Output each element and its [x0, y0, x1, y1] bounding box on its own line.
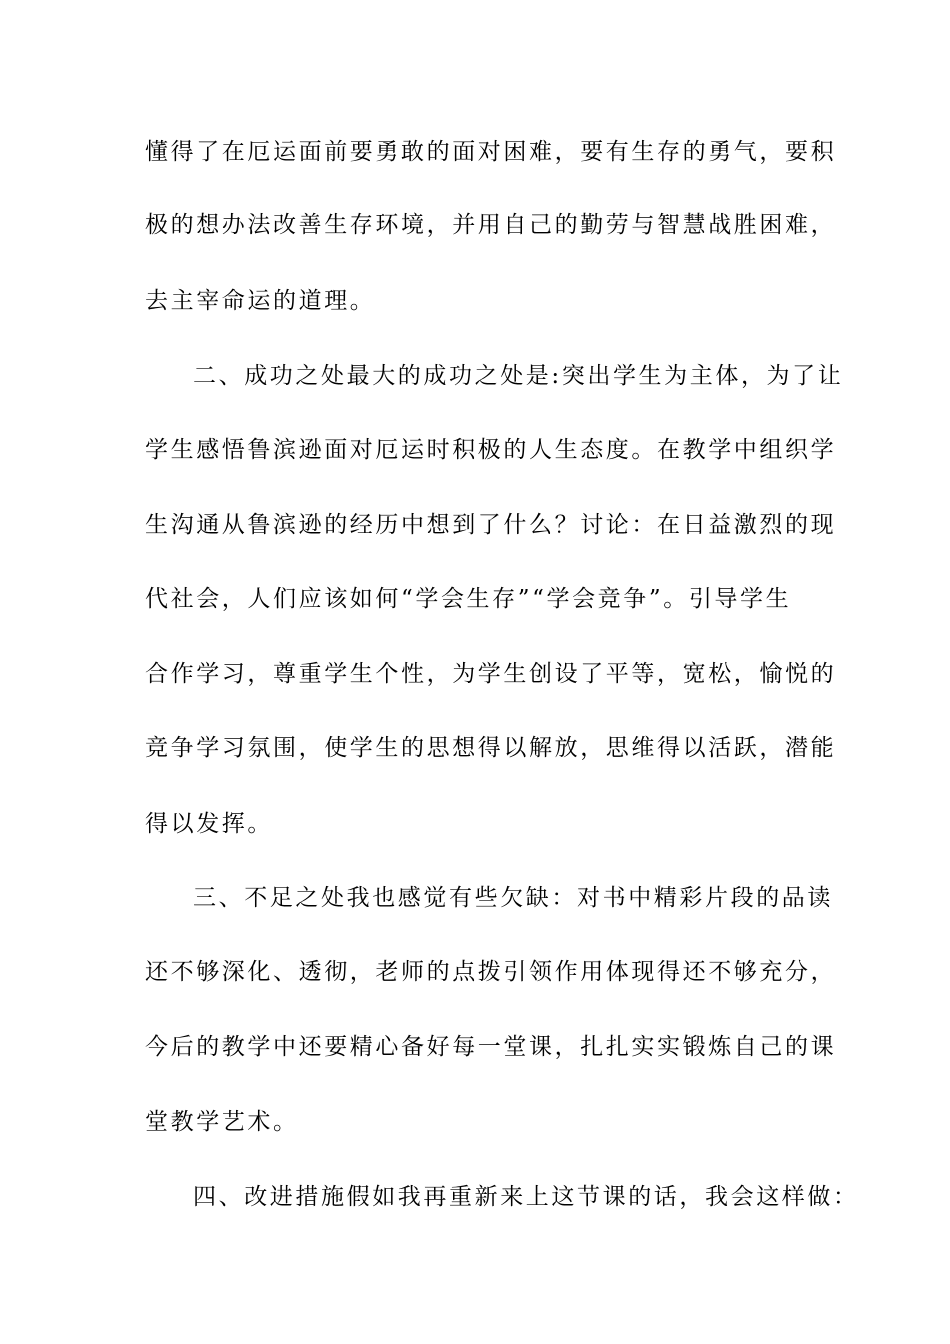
- text-line: 学生感悟鲁滨逊面对厄运时积极的人生态度。在教学中组织学: [145, 437, 837, 463]
- text-line: 代社会，人们应该如何“学会生存”“学会竞争”。引导学生: [145, 586, 792, 612]
- section-four-heading-line: 四、改进措施假如我再重新来上这节课的话，我会这样做：: [193, 1184, 859, 1210]
- text-line: 生沟通从鲁滨逊的经历中想到了什么？讨论：在日益激烈的现: [145, 512, 837, 538]
- text-line: 得以发挥。: [145, 811, 273, 837]
- section-three-heading-line: 三、不足之处我也感觉有些欠缺：对书中精彩片段的品读: [193, 885, 833, 911]
- text-line: 懂得了在厄运面前要勇敢的面对困难，要有生存的勇气，要积: [145, 139, 837, 165]
- text-line: 去主宰命运的道理。: [145, 288, 376, 314]
- section-two-heading-line: 二、成功之处最大的成功之处是:突出学生为主体，为了让: [193, 363, 844, 389]
- text-line: 堂教学艺术。: [145, 1109, 299, 1135]
- text-line: 今后的教学中还要精心备好每一堂课，扎扎实实锻炼自己的课: [145, 1034, 837, 1060]
- text-line: 还不够深化、透彻，老师的点拨引领作用体现得还不够充分，: [145, 959, 837, 985]
- text-line: 竞争学习氛围，使学生的思想得以解放，思维得以活跃，潜能: [145, 735, 837, 761]
- text-line: 极的想办法改善生存环境，并用自己的勤劳与智慧战胜困难，: [145, 212, 837, 238]
- text-line: 合作学习，尊重学生个性，为学生创设了平等，宽松，愉悦的: [145, 661, 837, 687]
